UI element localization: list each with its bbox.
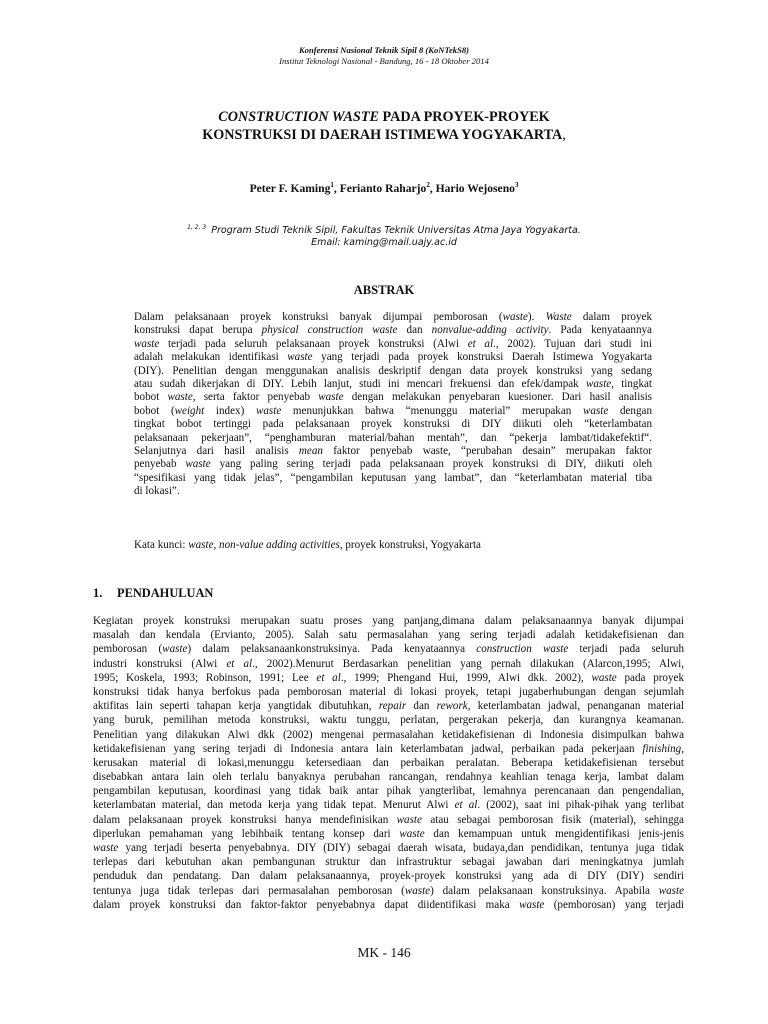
author-name: Peter F. Kaming [249,181,331,195]
abstract-line: di lokasi”. [134,485,180,498]
paragraph-line: ketidakefisienan yang sering terjadi di Indonesia antara lain keterlambatan jadwal, perbaikan pada pekerjaan finishing, [93,742,684,755]
author-name: Ferianto Raharjo [339,181,427,195]
abstract-line: Selanjutnya dari hasil analisis mean faktor penyebab waste, “perubahan desain” merupakan faktor [134,444,652,457]
paragraph-line: pemborosan (waste) dalam pelaksanaankonstruksinya. Pada kenyataannya construction waste terjadi pada seluruh [93,643,684,656]
abstract-line: waste terjadi pada seluruh pelaksanaan proyek konstruksi (Alwi et al., 2002). Tujuan dari studi ini [134,337,652,350]
abstract-body [134,311,652,498]
title-line-2-text: KONSTRUKSI DI DAERAH ISTIMEWA YOGYAKARTA [202,127,563,143]
affiliation-email: Email: kaming@mail.uajy.ac.id [311,237,457,248]
paragraph-line: industri konstruksi (Alwi et al., 2002).Menurut Berdasarkan penelitian yang pernah dilakukan (Alarcon,1995; Alwi, [93,657,684,670]
abstract-line: Dalam pelaksanaan proyek konstruksi banyak dijumpai pemborosan (waste). Waste dalam proyek [134,311,652,323]
author-name: Hario Wejoseno [435,181,515,195]
abstract-line: bobot waste, serta faktor penyebab waste dengan melakukan penyebaran kuesioner. Dari hasil analisis [134,391,653,404]
paragraph-line: Kegiatan proyek konstruksi merupakan suatu proses yang panjang,dimana dalam pelaksanaannya banyak dijumpai [93,615,684,627]
paragraph-line: diperlukan pemahaman yang lebihbaik tentang konsep dari waste dan kemampuan untuk mengidentifikasi jenis-jenis [93,827,685,840]
section-title: PENDAHULUAN [117,586,214,600]
author-separator: , [429,181,436,195]
author-superscript: 3 [514,181,519,189]
page-number: MK - 146 [357,945,411,960]
title-italic: CONSTRUCTION WASTE [218,109,379,125]
section-heading [93,585,213,601]
author-superscript: 1 [330,181,334,189]
paragraph-line: pengambilan keputusan, koordinasi yang tidak baik antar pihak yangterlibat, lemahnya perencanaan dan pengendalian, [93,785,684,798]
abstract-line: atau sudah dikerjakan di DIY. Lebih lanjut, studi ini mencari frekuensi dan efek/dampak waste, tingkat [134,377,652,390]
abstract-line: “spesifikasi yang tidak jelas”, “pengambilan keputusan yang lambat”, dan “keterlambatan material tiba [134,471,652,484]
author-list [0,177,768,197]
paragraph-line: disebabkan antara lain oleh terlalu banyaknya perubahan rancangan, rendahnya keahlian tenaga kerja, lambat dalam [93,771,684,784]
abstract-line: bobot (weight index) waste menunjukkan bahwa “menunggu material” merupakan waste dengan [134,404,652,417]
paragraph-line: aktifitas lain seperti tahapan kerja yangtidak dibutuhkan, repair dan rework, keterlambatan jadwal, penanganan material [93,700,684,713]
paragraph-line: tentunya juga tidak terlepas dari permasalahan pemborosan (waste) dalam pelaksanaan konstruksinya. Apabila waste [93,884,684,897]
paper-title-line-2 [0,126,768,144]
paragraph-line: dalam proyek konstruksi dan faktor-faktor penyebabnya dapat diidentifikasi maka waste (pemborosan) yang terjadi [93,898,684,911]
paragraph-line: keterlambatan material, dan metoda kerja yang tidak tepat. Menurut Alwi et al. (2002), saat ini pihak-pihak yang terlibat [93,799,684,812]
paragraph-line: waste yang terjadi beserta penyebabnya. DIY (DIY) sebagai daerah wisata, budaya,dan pendidikan, tentunya juga tidak [93,842,684,854]
paragraph-line: 1995; Koskela, 1993; Robinson, 1991; Lee et al., 1999; Phengand Hui, 1999, Alwi dkk. 2002), waste pada proyek [93,671,684,684]
conference-venue: Institut Teknologi Nasional - Bandung, 16 - 18 Oktober 2014 [279,56,489,66]
paragraph-line: yang buruk, pemilihan metoda konstruksi, waktu tunggu, perlatan, pergerakan pekerja, dan kurangnya keamanan. [93,714,684,727]
paragraph-line: dalam pelaksanaan proyek konstruksi hanya mendefinisikan waste atau sebagai pemborosan fisik (material), sehingga [93,813,684,826]
keywords: Kata kunci: waste, non-value adding activities, proyek konstruksi, Yogyakarta [134,539,481,551]
section-number: 1. [93,586,103,600]
abstract-heading: ABSTRAK [353,283,415,297]
author-superscript: 2 [426,181,430,189]
paragraph-line: kerusakan material di lokasi,menunggu ketersediaan dan perbaikan peralatan. Beberapa ketidakefisienan tersebut [93,756,684,769]
paragraph-line: Penelitian yang dilakukan Alwi dkk (2002) mengenai permasalahan ketidakefisienan di Indonesia disimpulkan bahwa [93,728,684,741]
conference-header: Konferensi Nasional Teknik Sipil 8 (KoNTekS8) [298,45,470,55]
title-rest: PADA PROYEK-PROYEK [378,109,550,125]
paragraph-line: konstruksi tidak hanya berfokus pada pemborosan material di lokasi proyek, tetapi jugaberhubungan dengan sejumlah [93,685,684,698]
paper-title-line-1 [0,108,768,126]
affiliation-text: Program Studi Teknik Sipil, Fakultas Teknik Universitas Atma Jaya Yogyakarta. [211,225,581,237]
paragraph-line: masalah dan kendala (Ervianto, 2005). Salah satu permasalahan yang sering terjadi adalah ketidakefisienan dan [93,629,684,642]
affiliation-marks: 1, 2, 3 [187,224,207,231]
abstract-line: adalah melakukan identifikasi waste yang terjadi pada proyek konstruksi Daerah Istimewa Yogyakarta [134,351,652,364]
paragraph-line: penduduk dan pendatang. Dan dalam pelaksanaannya, proyek-proyek konstruksi yang ada di DIY (DIY) sendiri [93,870,684,883]
abstract-line: tingkat bobot tertinggi pada pelaksanaan proyek konstruksi di DIY diikuti oleh “keterlambatan [134,418,652,431]
abstract-line: konstruksi dapat berupa physical construction waste dan nonvalue-adding activity. Pada kenyataannya [134,324,652,337]
author-separator: , [333,181,340,195]
paragraph-line: terlepas dari kebutuhan akan pembangunan struktur dan infrastruktur sebagai jawaban dari meningkatnya jumlah [93,856,684,869]
abstract-line: penyebab waste yang paling sering terjadi pada pelaksanaan proyek konstruksi di DIY, diikuti oleh [134,458,653,471]
abstract-line: pelaksanaan pekerjaan”, “penghamburan material/bahan mentah”, dan “pekerja lambat/tidakefektif“. [134,431,652,444]
title-suffix: , [562,127,566,143]
abstract-line: (DIY). Penelitian dengan menggunakan analisis deskriptif dengan data proyek konstruksi yang sedang [134,364,652,377]
introduction-body [93,614,684,912]
